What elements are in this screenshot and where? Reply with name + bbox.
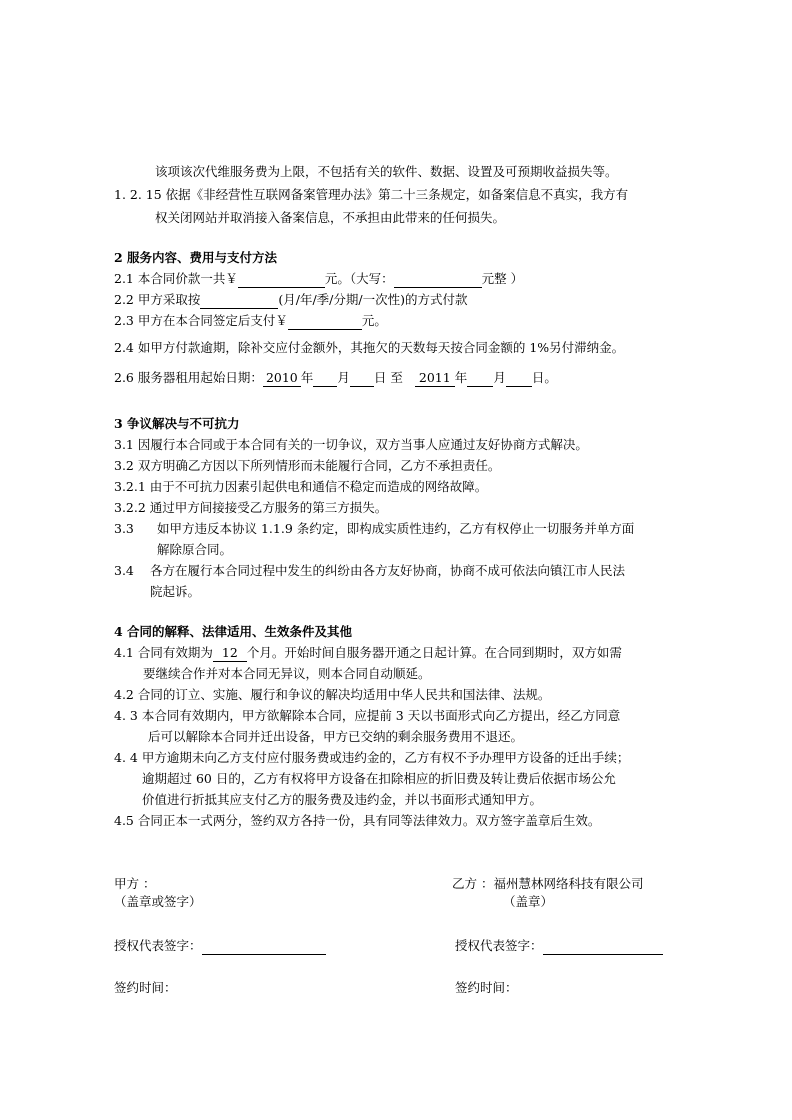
party-a-rep-signature — [114, 938, 326, 955]
end-month-blank — [467, 370, 493, 387]
party-a-sign-date: 签约时间： — [114, 980, 177, 995]
party-b-signature-line — [543, 938, 663, 955]
clause-3-2-1: 3.2.1 由于不可抗力因素引起供电和通信不稳定而造成的网络故障。 — [114, 479, 488, 494]
clause-4-5: 4.5 合同正本一式两分，签约双方各持一份，具有同等法律效力。双方签字盖章后生效。 — [114, 813, 601, 828]
clause-3-3-line-1: 如甲方违反本协议 1.1.9 条约定，即构成实质性违约，乙方有权停止一切服务并单方面 — [157, 521, 635, 536]
clause-3-4-line-1: 各方在履行本合同过程中发生的纠纷由各方友好协商，协商不成可依法向镇江市人民法 — [150, 563, 626, 578]
clause-4-4-line-2: 逾期超过 60 日的，乙方有权将甲方设备在扣除相应的折旧费及转让费后依据市场公允 — [142, 771, 616, 786]
party-a-signature-line — [202, 938, 326, 955]
clause-2-6-text-a: 2.6 服务器租用起始日期： — [114, 370, 263, 385]
clause-2-1-text-b: 元。（大写： — [324, 271, 394, 286]
clause-4-4-line-3: 价值进行折抵其应支付乙方的服务费及违约金，并以书面形式通知甲方。 — [142, 792, 543, 807]
clause-2-3-text-b: 元。 — [361, 313, 387, 328]
start-month-unit: 月 — [337, 370, 350, 385]
clause-4-3-line-2: 后可以解除本合同并迁出设备，甲方已交纳的剩余服务费用不退还。 — [148, 729, 524, 744]
clause-4-1-line-1 — [114, 645, 622, 662]
clause-3-3-line-2: 解除原合同。 — [157, 542, 233, 557]
clause-3-2: 3.2 双方明确乙方因以下所列情形而未能履行合同，乙方不承担责任。 — [114, 458, 501, 473]
clause-4-1-text-a: 4.1 合同有效期为 — [114, 645, 213, 660]
clause-2-3 — [114, 313, 387, 330]
clause-2-2-text-a: 2.2 甲方采取按 — [114, 292, 201, 307]
end-year-unit: 年 — [454, 370, 468, 385]
contract-months: 12 — [213, 645, 247, 662]
end-day-unit: 日。 — [531, 370, 557, 385]
section-4-heading: 4 合同的解释、法律适用、生效条件及其他 — [114, 624, 353, 639]
end-day-blank — [506, 370, 532, 387]
clause-3-4-number: 3.4 — [114, 563, 134, 578]
payment-amount-blank — [288, 313, 362, 330]
start-day-blank — [350, 370, 374, 387]
party-b-rep-signature — [455, 938, 663, 955]
clause-3-4-line-2: 院起诉。 — [150, 584, 201, 599]
party-a-label: 甲方 ： — [114, 876, 156, 891]
party-b-seal-note: （盖章） — [503, 894, 554, 909]
clause-2-2-text-b: (月/年/季/分期/一次性)的方式付款 — [278, 292, 468, 307]
start-day-unit: 日 至 — [373, 370, 403, 385]
clause-2-1-text-a: 2.1 本合同价款一共￥ — [114, 271, 238, 286]
section-2-heading: 2 服务内容、费用与支付方法 — [114, 250, 278, 265]
clause-3-1: 3.1 因履行本合同或于本合同有关的一切争议，双方当事人应通过友好协商方式解决。 — [114, 437, 588, 452]
price-words-blank — [394, 271, 482, 288]
party-a-rep-label: 授权代表签字： — [114, 938, 202, 953]
payment-method-blank — [200, 292, 278, 309]
clause-4-1-text-b: 个月。开始时间自服务器开通之日起计算。在合同到期时，双方如需 — [246, 645, 622, 660]
clause-4-2: 4.2 合同的订立、实施、履行和争议的解决均适用中华人民共和国法律、法规。 — [114, 687, 551, 702]
clause-2-2 — [114, 292, 467, 309]
clause-2-3-text-a: 2.3 甲方在本合同签定后支付￥ — [114, 313, 288, 328]
clause-2-6 — [114, 370, 557, 387]
clause-1-line-1: 该项该次代维服务费为上限，不包括有关的软件、数据、设置及可预期收益损失等。 — [155, 164, 618, 179]
clause-4-3-line-1: 4. 3 本合同有效期内，甲方欲解除本合同，应提前 3 天以书面形式向乙方提出，经乙方同意 — [114, 708, 621, 723]
clause-1-2-15-line-1: 1. 2. 15 依据《非经营性互联网备案管理办法》第二十三条规定，如备案信息不真实，我方有 — [114, 187, 629, 202]
section-3-heading: 3 争议解决与不可抗力 — [114, 416, 240, 431]
end-month-unit: 月 — [493, 370, 506, 385]
clause-4-4-line-1: 4. 4 甲方逾期未向乙方支付应付服务费或违约金的，乙方有权不予办理甲方设备的迁出手续； — [114, 750, 630, 765]
clause-2-4: 2.4 如甲方付款逾期，除补交应付金额外，其拖欠的天数每天按合同金额的 1%另付滞纳金。 — [114, 340, 625, 355]
start-month-blank — [313, 370, 337, 387]
clause-3-3-number: 3.3 — [114, 521, 134, 536]
clause-2-1 — [114, 271, 523, 288]
clause-4-1-line-2: 要继续合作并对本合同无异议，则本合同自动顺延。 — [143, 666, 431, 681]
clause-2-1-text-c: 元整 ） — [481, 271, 524, 286]
clause-1-2-15-line-2: 权关闭网站并取消接入备案信息，不承担由此带来的任何损失。 — [155, 210, 506, 225]
party-b-rep-label: 授权代表签字： — [455, 938, 543, 953]
end-year: 2011 — [415, 370, 455, 387]
party-b-label: 乙方 ：福州慧林网络科技有限公司 — [452, 876, 644, 891]
start-year-unit: 年 — [300, 370, 314, 385]
party-a-seal-note: （盖章或签字） — [114, 894, 202, 909]
start-year: 2010 — [263, 370, 301, 387]
clause-3-2-2: 3.2.2 通过甲方间接接受乙方服务的第三方损失。 — [114, 500, 388, 515]
party-b-sign-date: 签约时间： — [455, 980, 518, 995]
price-amount-blank — [238, 271, 325, 288]
